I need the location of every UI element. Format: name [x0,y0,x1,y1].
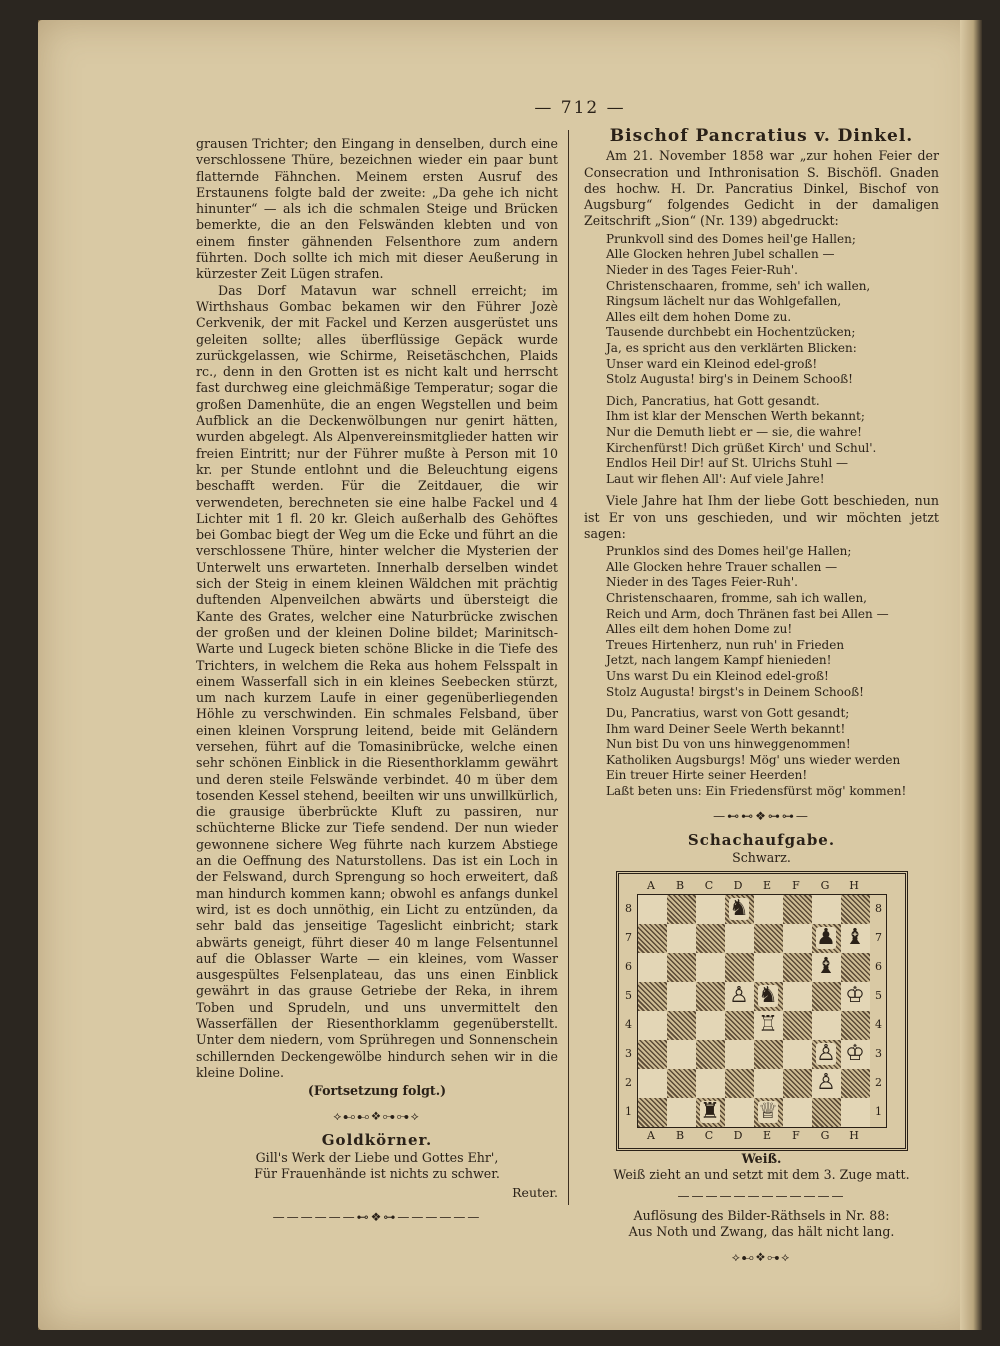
square-a3 [638,1040,667,1069]
square-b2 [667,1069,696,1098]
square-f8 [783,895,812,924]
square-e4 [754,1011,783,1040]
poem-stanza-3 [606,544,939,700]
poem-stanza-4 [606,706,939,800]
square-f3 [783,1040,812,1069]
file-labels-bottom [637,1128,887,1144]
rank-label: 4 [625,1018,632,1032]
rank-label: 3 [625,1047,632,1061]
rank-label: 5 [875,989,882,1003]
square-f6 [783,953,812,982]
square-h6 [841,953,870,982]
goldkoerner-author: Reuter. [512,1184,558,1200]
paragraph: Das Dorf Matavun war schnell erreicht; im Wirthshaus Gombac bekamen wir den Führer Jozè Cerkvenik, der mit Fackel und Kerzen ausgerüstet uns geleiten sollte; alles überflüssige Gepäck wurde zurückgelassen, wie Schirme, Reisetäschchen, Plaids rc., denn in den Grotten ist es nicht kalt und herrscht fast durchweg eine gleichmäßige Temperatur; sogar die großen Damenhüte, die an engen Wegstellen und beim Aufblick an die Deckenwölbungen nur genirt hätten, wurden abgelegt. Als Alpenvereinsmitglieder hatten wir freien Eintritt; nur der Führer mußte à Person mit 10 kr. per Stunde entlohnt und die Beleuchtung eigens beschafft werden. Für die Zeitdauer, die wir verwendeten, berechneten sie eine halbe Fackel und 4 Lichter mit 1 fl. 20 kr. Gleich außerhalb des Gehöftes bei Gombac biegt der Weg um die Ecke und führt an die verschlossene Thüre, hinter welcher die Mysterien der Unterwelt uns erwarteten. Innerhalb derselben windet sich der Steig in einem kleinen Wäldchen mit prächtig duftenden Alpenveilchen abwärts und übersteigt die Kante des Grates, welcher eine Naturbrücke zwischen der großen und der kleinen Doline bildet; Marinitsch-Warte und Lugeck bieten schöne Blicke in die Tiefe des Trichters, in welchem die Reka aus hohem Felsspalt in einem Wasserfall sich in ein kleines Seebecken stürzt, um nach kurzem Laufe in einer gegenüberliegenden Höhle zu verschwinden. Ein schmales Felsband, über einen kleinen Vorsprung leitend, beide mit Geländern versehen, führt auf die Tomasinibrücke, welche einen sehr schönen Einblick in die Riesenthorklamm gewährt und deren steile Felswände verbindet. 40 m über dem tosenden Kessel stehend, beeilten wir uns unwillkürlich, die grausige überbrückte Kluft zu passiren, nur schüchterne Blicke zur Tiefe sendend. Der nun wieder gewonnene sichere Weg führte nach kurzem Abstiege an die Oeffnung des Naturstollens. Das ist ein Loch in der Felswand, durch Sprengung so hoch erweitert, daß man hindurch kommen kann; obwohl es anfangs dunkel wird, ist es doch unnöthig, ein Licht zu entzünden, da sehr bald das jenseitige Tageslicht einbricht; stark abwärts geneigt, führt dieser 40 m lange Felsentunnel auf die Oblasser Warte — ein kleines, vom Wasser ausgespültes Felsenplateau, das uns einen Einblick gewährt in das grause Getriebe der Reka, in ihrem Toben und Sprudeln, und uns unvermittelt den Wasserfällen der Riesenthorklamm gegenüberstellt. Unter dem niedern, vom Sprühregen und Sonnenschein schillernden Deckengewölbe hindurch sehen wir in die kleine Doline. [196,282,558,1080]
square-a6 [638,953,667,982]
rank-label: 4 [875,1018,882,1032]
square-c5 [696,982,725,1011]
file-label: E [762,1128,772,1142]
poem-line: Stolz Augusta! birgst's in Deinem Schooß! [606,684,864,699]
board-rank [625,1011,886,1040]
square-c4 [696,1011,725,1040]
chess-piece: ♜ [700,1099,720,1125]
square-d8 [725,895,754,924]
chess-piece: ♙ [816,1070,836,1096]
left-column [196,136,558,1233]
poem-line: Ringsum lächelt nur das Wohlgefallen, [606,294,842,309]
square-f1 [783,1098,812,1127]
file-label: D [733,878,743,892]
square-h5 [841,982,870,1011]
chess-piece: ♝ [816,954,836,980]
square-b6 [667,953,696,982]
square-d6 [725,953,754,982]
poem-line: Stolz Augusta! birg's in Deinem Schooß! [606,372,853,387]
square-g5 [812,982,841,1011]
square-b5 [667,982,696,1011]
square-e1 [754,1098,783,1127]
square-b1 [667,1098,696,1127]
goldkoerner-title: Goldkörner. [321,1130,433,1149]
column-rule [568,130,569,1205]
square-b7 [667,924,696,953]
ornament-divider: ——————⊷❖⊶—————— [272,1210,482,1224]
square-c2 [696,1069,725,1098]
file-label: C [704,1128,714,1142]
file-label: B [675,1128,685,1142]
continuation-note: (Fortsetzung folgt.) [307,1083,447,1099]
square-g2 [812,1069,841,1098]
file-label: G [820,1128,830,1142]
square-a5 [638,982,667,1011]
poem-line: Christenschaaren, fromme, sah ich wallen, [606,590,867,605]
poem-stanza-2 [606,394,939,488]
square-f7 [783,924,812,953]
chess-piece: ♝ [845,925,865,951]
square-g3 [812,1040,841,1069]
chess-white-label: Weiß. [741,1151,782,1167]
square-e2 [754,1069,783,1098]
poem-line: Tausende durchbebt ein Hochentzücken; [606,325,856,340]
rank-label: 6 [625,960,632,974]
square-d7 [725,924,754,953]
board-rank [625,1069,886,1098]
rank-label: 5 [625,989,632,1003]
chess-piece: ♖ [758,1012,778,1038]
file-label: A [647,1128,655,1142]
chess-piece: ♙ [729,983,749,1009]
poem-line: Katholiken Augsburgs! Mög' uns wieder werden [606,752,901,767]
poem-line: Nur die Demuth liebt er — sie, die wahre! [606,424,862,439]
poem-line: Nieder in des Tages Feier-Ruh'. [606,575,798,590]
page-number: — 712 — [534,98,626,118]
square-e5 [754,982,783,1011]
chess-piece: ♟ [816,925,836,951]
square-e7 [754,924,783,953]
poem-line: Christenschaaren, fromme, seh' ich wallen, [606,278,871,293]
square-a1 [638,1098,667,1127]
poem-line: Treues Hirtenherz, nun ruh' in Frieden [606,637,845,652]
poem-line: Alles eilt dem hohen Dome zu! [606,622,793,637]
square-g6 [812,953,841,982]
page-edge [960,20,982,1330]
chess-piece: ♞ [729,896,749,922]
square-c3 [696,1040,725,1069]
square-e8 [754,895,783,924]
article-title: Bischof Pancratius v. Dinkel. [609,126,914,146]
poem-line: Dich, Pancratius, hat Gott gesandt. [606,393,820,408]
poem-line: Nun bist Du von uns hinweggenommen! [606,737,851,752]
square-e3 [754,1040,783,1069]
square-g8 [812,895,841,924]
poem-line: Endlos Heil Dir! auf St. Ulrichs Stuhl — [606,456,849,471]
square-a2 [638,1069,667,1098]
poem-line: Unser ward ein Kleinod edel-groß! [606,356,818,371]
rank-label: 7 [625,931,632,945]
square-d3 [725,1040,754,1069]
square-h8 [841,895,870,924]
ornament-divider: —⊷⊷❖⊶⊶— [713,808,810,823]
square-c8 [696,895,725,924]
file-label: F [792,878,800,892]
square-h3 [841,1040,870,1069]
chess-diagram [616,871,908,1152]
square-b8 [667,895,696,924]
rank-label: 7 [875,931,882,945]
paragraph: grausen Trichter; den Eingang in denselben, durch eine verschlossene Thüre, bezeichnen wieder ein paar bunt flatternde Fähnchen. Meinem ersten Ausruf des Erstaunens folgte bald der zweite: „Da gehe ich nicht hinunter“ — als ich die schmalen Steige und Brücken bemerkte, die an den Felswänden klebten und von einem finster gähnenden Felsenthore zum andern führten. Doch sollte ich mich mit dieser Aeußerung in kürzester Zeit Lügen strafen. [196,136,558,282]
chess-piece: ♕ [758,1099,778,1125]
rank-label: 8 [875,902,882,916]
ornament-divider: ⟡⊷❖⊶⟡ [731,1249,792,1264]
poem-line: Laßt beten uns: Ein Friedensfürst mög' kommen! [606,784,907,799]
poem-line: Alles eilt dem hohen Dome zu. [606,309,792,324]
poem-line: Kirchenfürst! Dich grüßet Kirch' und Schul'. [606,440,877,455]
poem-line: Uns warst Du ein Kleinod edel-groß! [606,668,829,683]
square-a7 [638,924,667,953]
poem-line: Alle Glocken hehren Jubel schallen — [606,247,835,262]
file-label: C [704,878,714,892]
right-column [584,128,939,1273]
square-g7 [812,924,841,953]
chess-title: Schachaufgabe. [687,830,836,849]
square-d4 [725,1011,754,1040]
square-b3 [667,1040,696,1069]
poem-line: Prunkvoll sind des Domes heil'ge Hallen; [606,231,856,246]
rank-label: 8 [625,902,632,916]
poem-line: Reich und Arm, doch Thränen fast bei Allen — [606,606,889,621]
rank-label: 2 [625,1076,632,1090]
rank-label: 6 [875,960,882,974]
solution-line-1: Auflösung des Bilder-Räthsels in Nr. 88: [633,1208,890,1224]
goldkoerner-line: Gill's Werk der Liebe und Gottes Ehr', [255,1150,499,1166]
board-rank [625,1040,886,1069]
file-label: D [733,1128,743,1142]
square-a8 [638,895,667,924]
file-label: H [849,1128,859,1142]
square-d1 [725,1098,754,1127]
board-rank [625,1098,886,1127]
square-h7 [841,924,870,953]
file-label: H [849,878,859,892]
file-labels-top [637,878,887,894]
solution-line-2: Aus Noth und Zwang, das hält nicht lang. [628,1224,895,1240]
square-f4 [783,1011,812,1040]
poem-line: Jetzt, nach langem Kampf hienieden! [606,653,832,668]
ornament-divider: ⟡⊷⊷❖⊶⊶⟡ [333,1108,421,1123]
chess-board-frame [616,871,908,1152]
board-rank [625,982,886,1011]
poem-line: Prunklos sind des Domes heil'ge Hallen; [606,544,852,559]
square-h1 [841,1098,870,1127]
square-a4 [638,1011,667,1040]
poem-line: Ja, es spricht aus den verklärten Blicken: [606,340,857,355]
poem-stanza-1 [606,232,939,388]
square-c6 [696,953,725,982]
file-label: A [647,878,655,892]
square-d5 [725,982,754,1011]
board-rank [625,924,886,953]
goldkoerner-line: Für Frauenhände ist nichts zu schwer. [254,1166,500,1182]
chess-board [625,894,887,1128]
chess-piece: ♙ [816,1041,836,1067]
rank-label: 1 [625,1105,632,1119]
board-rank [625,895,886,924]
poem-line: Ihm ward Deiner Seele Werth bekannt! [606,721,846,736]
poem-line: Ein treuer Hirte seiner Heerden! [606,768,808,783]
file-label: E [762,878,772,892]
square-f2 [783,1069,812,1098]
poem-line: Alle Glocken hehre Trauer schallen — [606,559,838,574]
chess-caption: Weiß zieht an und setzt mit dem 3. Zuge matt. [613,1167,910,1183]
file-label: F [792,1128,800,1142]
square-g4 [812,1011,841,1040]
poem-line: Ihm ist klar der Menschen Werth bekannt; [606,409,865,424]
square-g1 [812,1098,841,1127]
square-b4 [667,1011,696,1040]
middle-paragraph: Viele Jahre hat Ihm der liebe Gott beschieden, nun ist Er von uns geschieden, und wir möchten jetzt sagen: [584,493,939,541]
rank-label: 3 [875,1047,882,1061]
poem-line: Laut wir flehen All': Auf viele Jahre! [606,471,825,486]
chess-piece: ♔ [845,983,865,1009]
square-f5 [783,982,812,1011]
board-rank [625,953,886,982]
file-label: G [820,878,830,892]
poem-line: Du, Pancratius, warst von Gott gesandt; [606,706,850,721]
square-e6 [754,953,783,982]
square-c7 [696,924,725,953]
square-c1 [696,1098,725,1127]
chess-black-label: Schwarz. [732,850,791,866]
intro-paragraph: Am 21. November 1858 war „zur hohen Feier der Consecration und Inthronisation S. Bischöfl. Gnaden des hochw. H. Dr. Pancratius Dinkel, Bischof von Augsburg“ folgendes Gedicht in der damaligen Zeitschrift „Sion“ (Nr. 139) abgedruckt: [584,148,939,229]
rank-label: 2 [875,1076,882,1090]
chess-piece: ♞ [758,983,778,1009]
file-label: B [675,878,685,892]
chess-piece: ♔ [845,1041,865,1067]
poem-line: Nieder in des Tages Feier-Ruh'. [606,262,798,277]
square-h2 [841,1069,870,1098]
ornament-divider: ———————————— [677,1188,846,1203]
square-d2 [725,1069,754,1098]
square-h4 [841,1011,870,1040]
rank-label: 1 [875,1105,882,1119]
